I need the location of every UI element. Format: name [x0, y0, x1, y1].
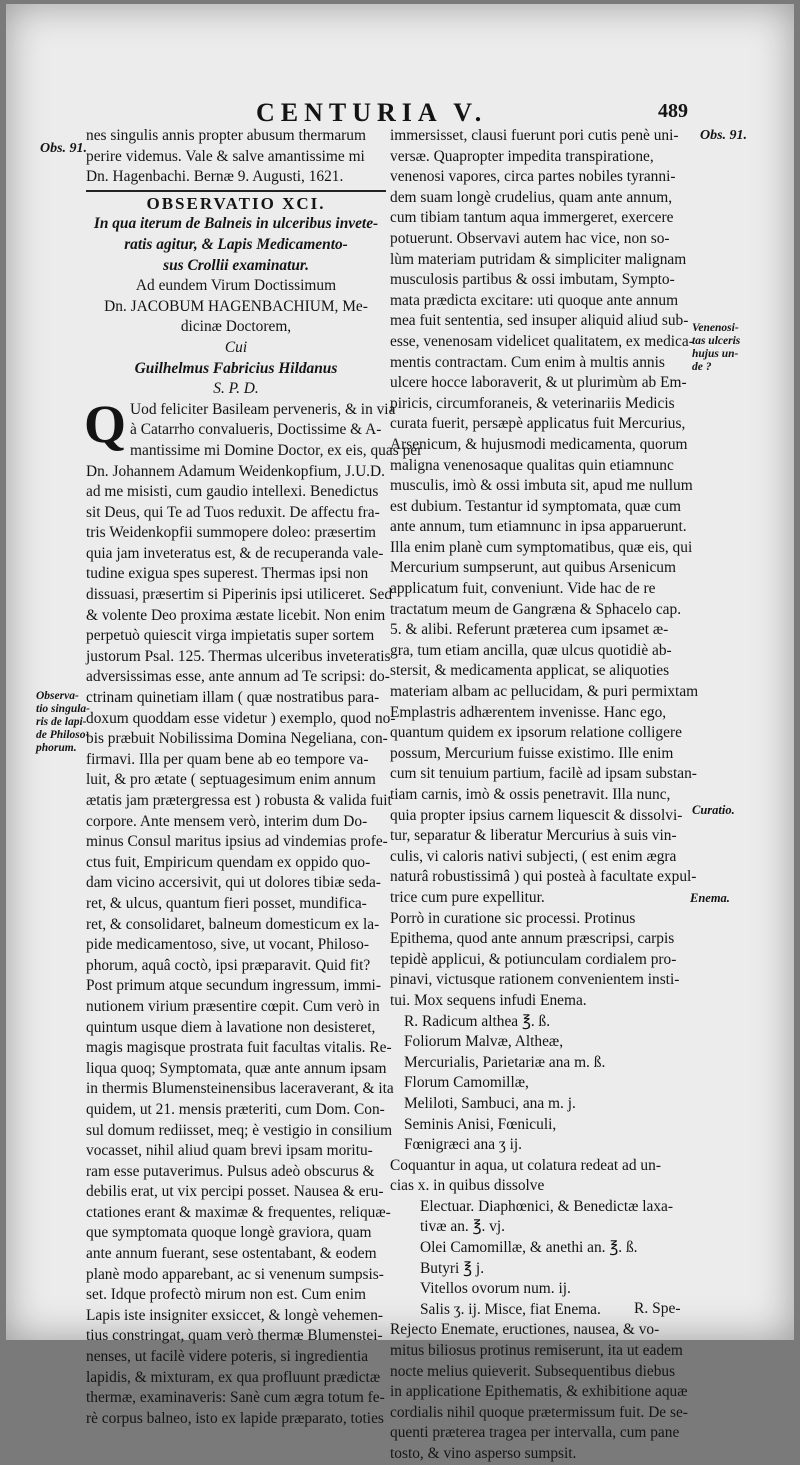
text-line: à Catarrho convalueris, Doctissime & A- — [130, 421, 382, 439]
text-line: Dn. Johannem Adamum Weidenkopfium, J.U.D. — [86, 462, 385, 480]
catchword: R. Spe- — [634, 1300, 681, 1317]
book-page — [6, 4, 794, 1462]
text-line: applicatum fuit, conveniunt. Vide hac de re — [390, 580, 656, 598]
text-line: Mercurium sumpserunt, aut quibus Arsenicum — [390, 559, 676, 577]
text-line: ctus fuit, Empiricum quendam ex oppido quo- — [86, 853, 371, 871]
text-line: Coquantur in aqua, ut colatura redeat ad un- — [390, 1156, 661, 1174]
margin-line: phorum. — [36, 742, 77, 754]
text-line: Dn. Hagenbachi. Bernæ 9. Augusti, 1621. — [86, 168, 344, 186]
margin-note-observatio-singularis — [36, 690, 90, 755]
text-line: nocte melius quieverit. Subsequentibus diebus — [390, 1362, 676, 1380]
text-line: mitus biliosus protinus remiserunt, ita ut eadem — [390, 1342, 683, 1360]
text-line: R. Radicum althea ℥. ß. — [404, 1012, 551, 1030]
text-line: tudine exigua spes superest. Thermas ipsi non — [86, 565, 369, 583]
text-line: quidem, ut 21. mensis præteriti, cum Dom. Con- — [86, 1100, 385, 1118]
text-line: Post primum atque secundum ingressum, immi- — [86, 977, 381, 995]
margin-note-venenositas — [692, 322, 740, 374]
text-line: justorum Psal. 125. Thermas ulceribus inveteratis — [86, 647, 391, 665]
text-line: materiam albam ac pellucidam, & puri permixtam — [390, 683, 699, 701]
text-line: ctationes erant & maximæ & frequentes, reliquæ- — [86, 1203, 391, 1221]
text-line: mata prædicta excitare: uti quoque ante annum — [390, 291, 679, 309]
text-line: bis præbuit Nobilissima Domina Negeliana, con- — [86, 730, 388, 748]
running-title: CENTURIA V. — [256, 98, 488, 127]
right-body-text — [390, 126, 699, 1012]
text-line: Seminis Anisi, Fœniculi, — [404, 1115, 557, 1133]
text-line: versæ. Quapropter impedita transpiratione, — [390, 147, 654, 165]
text-line: cordialis nihil quoque prætermissum fuit. De se- — [390, 1403, 688, 1421]
page-header — [6, 96, 794, 130]
text-line: tivæ an. ℥. vj. — [420, 1218, 505, 1236]
text-line: Electuar. Diaphœnici, & Benedictæ laxa- — [420, 1197, 674, 1215]
margin-line: de ? — [692, 361, 712, 373]
text-line: Olei Camomillæ, & anethi an. ℥. ß. — [420, 1239, 638, 1257]
closing-paragraph — [390, 1320, 690, 1464]
text-line: tris Weidenkopfii summopere doleo: præsertim — [86, 524, 376, 542]
text-line: Emplastris adhærentem invenisse. Hanc ego, — [390, 703, 667, 721]
observatio-title: OBSERVATIO XCI. — [146, 193, 326, 213]
text-line: thermæ, examinaveris: Sanè cum ægra totum fe- — [86, 1389, 385, 1407]
text-line: perpetuò quiescit virga impietatis super sortem — [86, 627, 375, 645]
margin-note-obs-right: Obs. 91. — [700, 128, 748, 143]
text-line: Arsenicum, & hujusmodi medicamenta, quorum — [390, 435, 688, 453]
text-line: ante annum fuerant, sese ostentabant, & eodem — [86, 1245, 377, 1263]
right-column — [390, 126, 699, 1465]
text-line: minus Consul maritus ipsius ad vindemias profe- — [86, 833, 388, 851]
margin-note-curatio: Curatio. — [692, 803, 735, 817]
text-line: pide medicamentoso, sive, ut vocant, Philoso- — [86, 936, 369, 954]
text-line: ret, & consolidaret, balneum domesticum ex la- — [86, 915, 380, 933]
text-line: liqua quoq; Symptomata, quæ ante annum ipsam — [86, 1059, 387, 1077]
text-line: dissuasi, præsertim si Piperinis ipsi utiliceret. Sed — [86, 586, 393, 604]
text-line: piricis, circumforaneis, & veterinariis Medicis — [390, 394, 675, 412]
text-line: potuerunt. Observavi autem hac vice, non so- — [390, 229, 670, 247]
text-line: mea fuit sententia, sed insuper aliquid aliud sub- — [390, 312, 689, 330]
text-line: curata fuerit, persæpè applicatus fuit Mercurius, — [390, 415, 686, 433]
dedication-line: Dn. JACOBUM HAGENBACHIUM, Me- — [104, 297, 368, 315]
text-line: Butyri ℥ j. — [420, 1259, 485, 1277]
text-line: cum tibiam tantum aqua immergeret, exercere — [390, 209, 674, 227]
text-line: 5. & alibi. Referunt præterea cum ipsamet æ- — [390, 621, 669, 639]
text-line: tosto, & vino asperso sumpsit. — [390, 1445, 577, 1462]
margin-line: Observa- — [36, 690, 79, 702]
drop-cap: Q — [84, 393, 127, 454]
text-line: Meliloti, Sambuci, ana m. j. — [404, 1094, 576, 1112]
text-line: nutionem virium præsentire cœpit. Cum verò in — [86, 997, 380, 1015]
text-line: quintum usque diem à lavatione non desisteret, — [86, 1018, 376, 1036]
text-line: Porrò in curatione sic processi. Protinus — [390, 909, 636, 927]
text-line: musculis, imò & ossi imbuta sit, apud me nullum — [390, 477, 693, 495]
dedication-line: Ad eundem Virum Doctissimum — [135, 277, 337, 295]
text-line: tepidè applicui, & potiunculam cordialem pro- — [390, 950, 677, 968]
text-line: dem suam longè crudelius, quam ante annum, — [390, 188, 673, 206]
text-line: sit Deus, qui Te ad Tuos reduxit. De affectu fra- — [86, 503, 380, 521]
text-line: Fœnigræci ana ʒ ij. — [404, 1136, 522, 1154]
text-line: adversissimas esse, ante annum ad Te scripsi: do- — [86, 668, 390, 686]
text-line: tractatum meum de Gangræna & Sphacelo cap. — [390, 600, 682, 618]
text-line: tius constringat, quam verò thermæ Blumenstei- — [86, 1327, 383, 1345]
text-line: esse, venenosam videlicet qualitatem, ex medica- — [390, 332, 694, 350]
text-line: magis magisque prostrata fuit facultas vitalis. Re- — [86, 1039, 392, 1057]
section-divider — [86, 190, 386, 192]
text-line: nenses, ut facilè videre poteris, si ingredientia — [86, 1348, 369, 1366]
text-line: ram esse putaverimus. Pulsus adeò obscurus & — [86, 1162, 375, 1180]
text-line: Salis ʒ. ij. Misce, fiat Enema. — [420, 1300, 601, 1318]
recipe-block — [390, 1012, 690, 1156]
text-line: rè corpus balneo, isto ex lapide præparato, toties — [86, 1409, 384, 1427]
text-line: mantissime mi Domine Doctor, ex eis, quas per — [130, 441, 423, 459]
text-line: tui. Mox sequens infudi Enema. — [390, 991, 587, 1009]
observatio-subtitle-line: In qua iterum de Balneis in ulceribus invete- — [93, 215, 379, 233]
dedication-line: dicinæ Doctorem, — [180, 318, 292, 336]
text-line: Lapis iste insigniter exsiccet, & longè vehemen- — [86, 1306, 384, 1324]
text-line: quia propter ipsius carnem liquescit & dissolvi- — [390, 806, 683, 824]
opening-paragraph — [84, 393, 423, 462]
text-line: lapidis, & mixturam, ex qua profluunt prædictæ — [86, 1368, 381, 1386]
text-line: Foliorum Malvæ, Altheæ, — [404, 1033, 564, 1051]
page-number: 489 — [658, 100, 688, 122]
text-line: mentis contractam. Cum enim à multis annis — [390, 353, 665, 371]
text-line: ætatis jam prætergressa est ) robusta & valida fuit — [86, 792, 392, 809]
text-line: Vitellos ovorum num. ij. — [420, 1280, 571, 1298]
text-line: corpore. Ante mensem verò, interim dum Do- — [86, 812, 368, 830]
margin-note-obs-left: Obs. 91. — [40, 141, 88, 156]
dedication-line: Cui — [224, 338, 248, 356]
text-line: debilis erat, ut vix percipi posset. Nausea & eru- — [86, 1183, 384, 1201]
text-line: in thermis Blumensteinensibus laceraverant, & ita — [86, 1080, 394, 1098]
text-line: in applicatione Epithematis, & exhibitione aquæ — [390, 1383, 688, 1401]
text-line: cum sit tenuium partium, facilè ad ipsam substan- — [390, 765, 697, 783]
text-line: planè modo apparebant, ac si venenum sumpsis- — [86, 1265, 384, 1283]
text-line: quantum quidem ex ipsorum relatione colligere — [390, 724, 682, 742]
text-line: firmavi. Illa per quam bene ab eo tempore va- — [86, 750, 369, 768]
text-line: quia jam inveteratus est, & de recuperanda vale- — [86, 544, 384, 562]
text-line: nes singulis annis propter abusum thermarum — [86, 127, 366, 144]
left-body-text — [86, 462, 396, 1430]
text-line: musculosis partibus & ossi imbutam, Sympto- — [390, 271, 675, 289]
text-line: Uod feliciter Basileam perveneris, & in via — [130, 400, 396, 418]
text-line: doxum quoddam esse videtur ) exemplo, quod no- — [86, 709, 396, 727]
text-line: maligna venenosaque qualitas quin etiamnunc — [390, 456, 674, 474]
margin-line: ris de lapi- — [36, 716, 87, 728]
left-column — [84, 126, 423, 1429]
observatio-subtitle-line: sus Crollii examinatur. — [163, 256, 309, 274]
margin-line: hujus un- — [692, 348, 739, 360]
text-line: Epithema, quod ante annum præscripsi, carpis — [390, 930, 675, 948]
text-line: trice cum pure expellitur. — [390, 888, 545, 906]
author-line: Guilhelmus Fabricius Hildanus — [134, 359, 338, 377]
text-line: immersisset, clausi fuerunt pori cutis penè uni- — [390, 127, 679, 144]
text-line: naturâ robustissimâ ) qui posteà à facultate expul- — [390, 868, 697, 886]
text-line: ctrinam quinetiam illam ( quæ nostratibus para- — [86, 689, 380, 707]
text-line: est dubium. Testantur id symptomata, quæ cum — [390, 497, 682, 515]
text-line: Florum Camomillæ, — [404, 1074, 529, 1092]
text-line: set. Idque profectò mirum non est. Cum enim — [86, 1286, 366, 1304]
text-line: Illa enim planè cum symptomatibus, quæ eis, qui — [390, 538, 693, 556]
text-line: phorum, aquâ coctò, ipsi præparavit. Quid fit? — [86, 956, 371, 974]
text-line: dam vicino accersivit, qui ut dolores tibiæ seda- — [86, 874, 381, 892]
margin-note-enema: Enema. — [690, 891, 730, 905]
text-line: que symptomata quoque longè graviora, quam — [86, 1224, 372, 1242]
text-line: vocasset, nihil aliud quam brevi ipsam moritu- — [86, 1142, 373, 1160]
text-line: tur, separatur & liberatur Mercurius à suis vin- — [390, 827, 677, 845]
text-line: luit, & pro ætate ( septuagesimum enim annum — [86, 771, 376, 789]
text-line: ad me misisti, cum gaudio intellexi. Benedictus — [86, 483, 379, 501]
text-line: culis, vi caloris nativi subjecti, ( est enim ægra — [390, 847, 677, 865]
text-line: sul domum rediisset, meq; è vestigio in consilium — [86, 1121, 393, 1139]
text-line: ulcere hocce laboraverit, & ut plurimùm ab Em- — [390, 374, 687, 392]
text-line: stersit, & medicamenta applicat, se aliquoties — [390, 662, 670, 680]
margin-line: tio singula- — [36, 703, 91, 715]
margin-line: Venenosi- — [692, 322, 739, 334]
recipe-instruction — [390, 1156, 690, 1197]
text-line: Rejecto Enemate, eructiones, nausea, & vo- — [390, 1321, 660, 1339]
text-line: pinavi, victusque rationem convenientem insti- — [390, 971, 680, 989]
text-line: quenti præterea tragea per intervalla, cum pane — [390, 1424, 680, 1442]
salutation-line: S. P. D. — [213, 380, 259, 398]
text-line: & volente Deo proxima æstate licebit. Non enim — [86, 606, 386, 624]
text-line: tiam carnis, imò & ossis penetravit. Illa nunc, — [390, 786, 671, 803]
text-line: ret, & ulcus, quantum fieri posset, mundifica- — [86, 894, 367, 912]
text-line: perire videmus. Vale & salve amantissime mi — [86, 147, 365, 165]
text-line: ante annum, tum etiamnunc in ipsa apparuerunt. — [390, 518, 687, 536]
margin-line: de Philoso- — [36, 729, 90, 741]
text-line: venenosi vapores, circa partes nobiles tyranni- — [390, 168, 676, 186]
margin-line: tas ulceris — [692, 335, 741, 347]
text-line: lùm materiam putridam & simpliciter malignam — [390, 250, 687, 268]
text-line: cias x. in quibus dissolve — [390, 1177, 545, 1195]
observatio-subtitle-line: ratis agitur, & Lapis Medicamento- — [124, 235, 348, 253]
text-line: Mercurialis, Parietariæ ana m. ß. — [404, 1053, 606, 1071]
text-line: possum, Mercurium fuisse existimo. Ille enim — [390, 744, 674, 762]
text-line: gra, tum etiam ancilla, quæ ulcus quotidiè ab- — [390, 641, 672, 659]
